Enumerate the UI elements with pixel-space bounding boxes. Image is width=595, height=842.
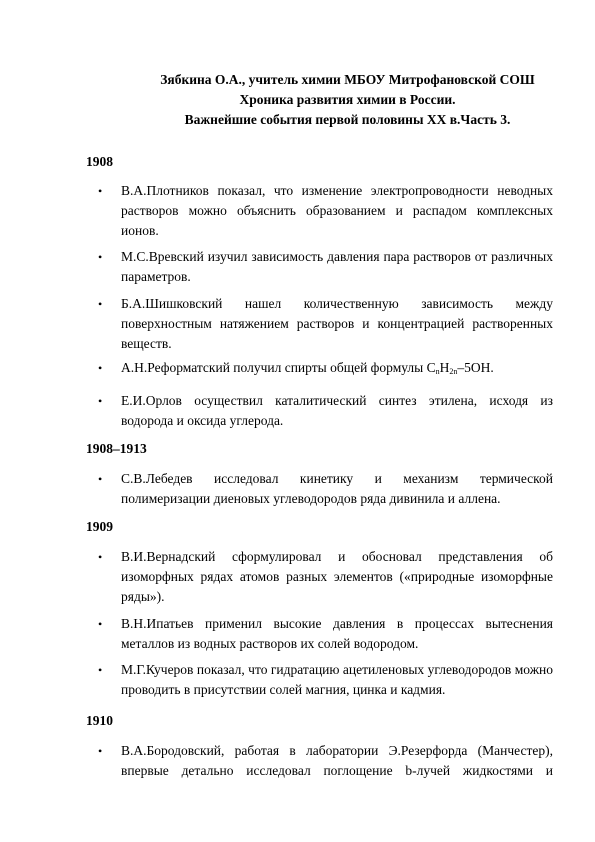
bullet: • [98, 184, 103, 198]
list-item [98, 660, 553, 700]
bullet: • [98, 550, 103, 564]
year-heading-1908: 1908 [86, 154, 113, 169]
list-item [98, 294, 553, 354]
bullet: • [98, 297, 103, 311]
list-item-text: А.Н.Реформатский получил спирты общей формулы $С_nН_{2n}-5ОН$. [121, 360, 494, 376]
list-item-text: С.В.Лебедев исследовал кинетику и механизм термической полимеризации диеновых углеводородов ряда дивинила и аллена. [121, 471, 553, 506]
document-subtitle: Важнейшие события первой половины XX в.Часть 3. [184, 112, 511, 127]
list-item-text: Б.А.Шишковский нашел количественную зависимость между поверхностным натяжением растворов и концентрацией растворенных веществ. [121, 296, 553, 351]
bullet: • [98, 472, 103, 486]
list-item [98, 469, 553, 509]
list-item-text: В.Н.Ипатьев применил высокие давления в процессах вытеснения металлов из водных растворов их солей водородом. [121, 616, 553, 651]
document-header [100, 70, 595, 130]
bullet: • [98, 250, 103, 264]
list-item-text: В.И.Вернадский сформулировал и обосновал представления об изоморфных рядах атомов разных элементов («природные изоморфные ряды»). [121, 549, 553, 604]
list-item [98, 181, 553, 241]
bullet: • [98, 394, 103, 408]
list-item-text: М.С.Вревский изучил зависимость давления пара растворов от различных параметров. [121, 249, 553, 284]
list-item-text: Е.И.Орлов осуществил каталитический синтез этилена, исходя из водорода и оксида углерода. [121, 393, 553, 428]
bullet: • [98, 361, 103, 375]
bullet: • [98, 617, 103, 631]
bullet: • [98, 663, 103, 677]
list-item [98, 547, 553, 607]
list-item-text: В.А.Бородовский, работая в лаборатории Э.Резерфорда (Манчестер), впервые детально исследовал поглощение b-лучей жидкостями и [121, 743, 553, 778]
year-heading-1909: 1909 [86, 519, 113, 534]
author-line: Зябкина О.А., учитель химии МБОУ Митрофановской СОШ [160, 72, 535, 87]
list-item [98, 741, 553, 781]
list-item-text: М.Г.Кучеров показал, что гидратацию ацетиленовых углеводородов можно проводить в присутствии солей магния, цинка и кадмия. [121, 662, 553, 697]
list-item [98, 391, 553, 431]
document-title: Хроника развития химии в России. [239, 92, 456, 107]
list-item [98, 247, 553, 287]
bullet: • [98, 744, 103, 758]
year-heading-1910: 1910 [86, 713, 113, 728]
list-item-text: В.А.Плотников показал, что изменение электропроводности неводных растворов можно объяснить образованием и распадом комплексных ионов. [121, 183, 553, 238]
list-item [98, 614, 553, 654]
year-heading-1908-1913: 1908–1913 [86, 441, 147, 456]
list-item [98, 358, 553, 378]
